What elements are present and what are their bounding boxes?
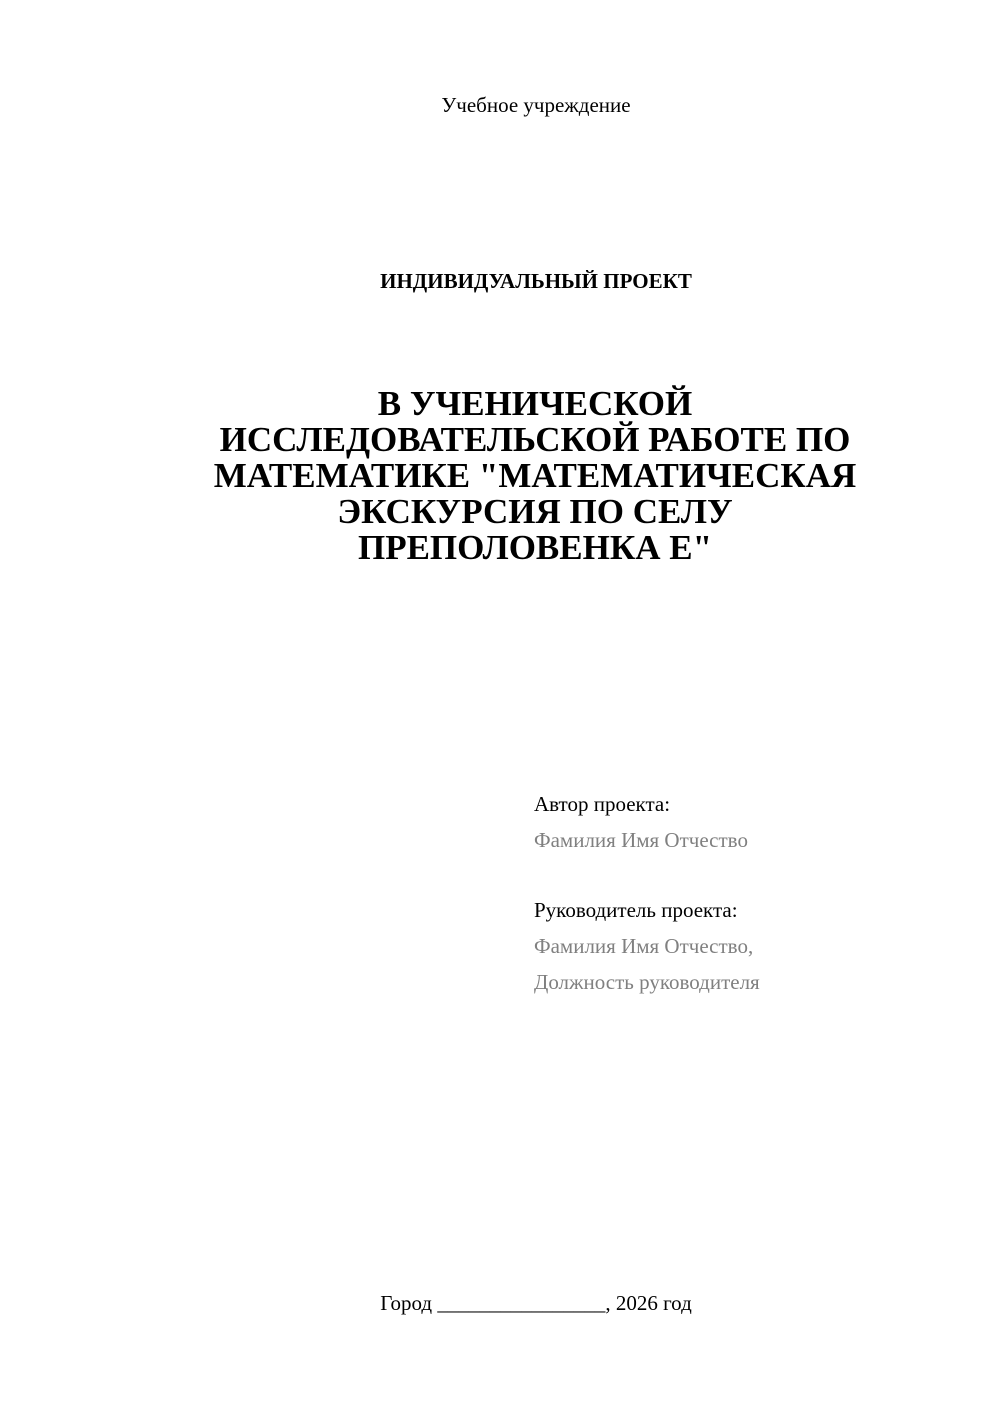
supervisor-block	[534, 892, 974, 1000]
city-year-line: Город ________________, 2026 год	[380, 1291, 692, 1315]
title-line: ПРЕПОЛОВЕНКА Е"	[357, 528, 713, 567]
author-name-placeholder: Фамилия Имя Отчество	[534, 828, 748, 852]
project-type-heading: ИНДИВИДУАЛЬНЫЙ ПРОЕКТ	[380, 269, 692, 293]
author-block	[534, 786, 974, 858]
supervisor-label: Руководитель проекта:	[534, 898, 738, 922]
project-title	[150, 386, 920, 566]
title-line: МАТЕМАТИКЕ "МАТЕМАТИЧЕСКАЯ	[213, 456, 857, 495]
author-label: Автор проекта:	[534, 792, 671, 816]
title-line: ИССЛЕДОВАТЕЛЬСКОЙ РАБОТЕ ПО	[219, 420, 851, 459]
supervisor-name-placeholder: Фамилия Имя Отчество,	[534, 934, 754, 958]
title-line: ЭКСКУРСИЯ ПО СЕЛУ	[337, 492, 733, 531]
institution-name: Учебное учреждение	[441, 93, 631, 117]
supervisor-position-placeholder: Должность руководителя	[534, 970, 760, 994]
title-line: В УЧЕНИЧЕСКОЙ	[377, 384, 693, 423]
